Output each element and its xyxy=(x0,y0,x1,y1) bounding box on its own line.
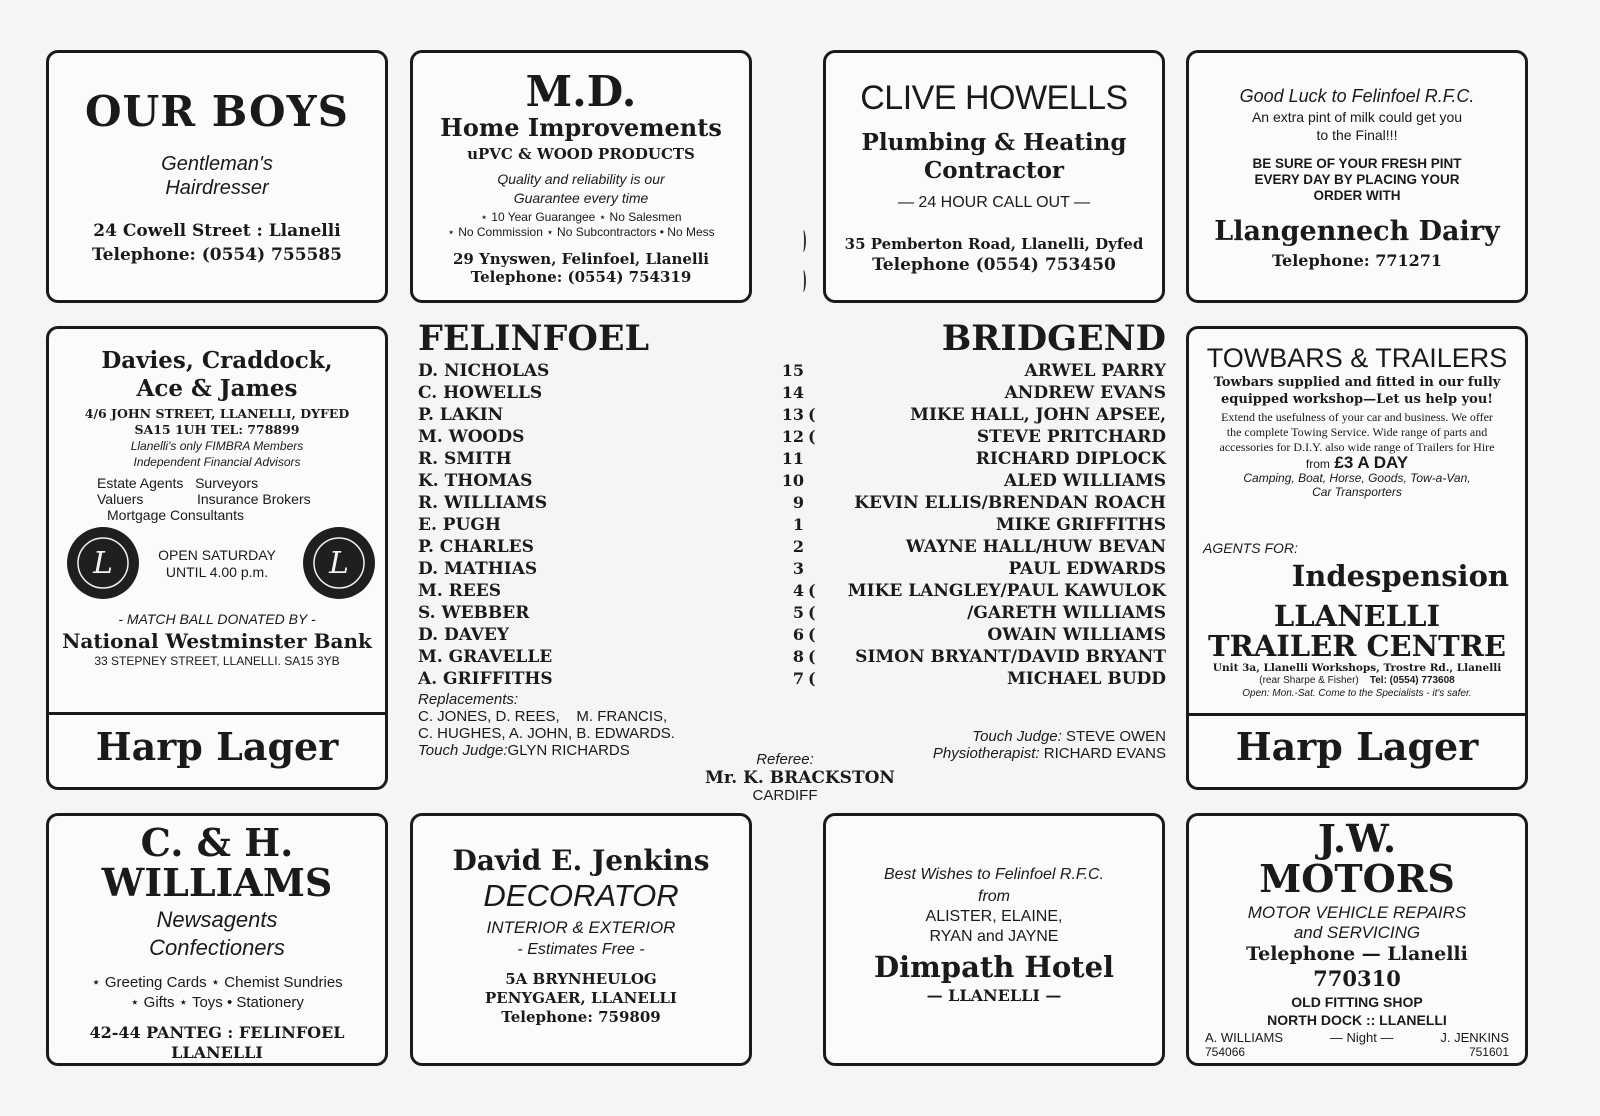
davies-services xyxy=(97,475,357,523)
jw-phone-label: Telephone — Llanelli xyxy=(1246,943,1468,965)
service-surveyors: Surveyors xyxy=(195,475,259,491)
dimpath-names2: RYAN and JAYNE xyxy=(929,928,1059,945)
jenkins-phone: Telephone: 759809 xyxy=(501,1008,661,1026)
position-number: 8 xyxy=(792,647,804,666)
position-bracket: ( xyxy=(808,647,816,666)
davies-fimbra1: Llanelli's only FIMBRA Members xyxy=(130,439,304,453)
dairy-milk2: to the Final!!! xyxy=(1316,127,1398,143)
our-boys-phone: Telephone: (0554) 755585 xyxy=(91,245,343,265)
position-row xyxy=(770,360,830,382)
referee-name: Mr. K. BRACKSTON xyxy=(705,768,895,788)
jw-contact1-num: 754066 xyxy=(1205,1045,1246,1059)
md-subtitle: Home Improvements xyxy=(440,113,722,142)
position-number: 3 xyxy=(792,559,804,578)
ad-towbars-trailers xyxy=(1186,326,1528,790)
jenkins-name: David E. Jenkins xyxy=(452,844,710,877)
our-boys-line1: Gentleman's xyxy=(161,153,273,175)
felinfoel-player: A. GRIFFITHS xyxy=(418,669,553,689)
ifa-seal-right-icon xyxy=(301,525,377,601)
position-bracket: ( xyxy=(808,581,816,600)
service-mortgage: Mortgage Consultants xyxy=(107,507,244,523)
felinfoel-touch-judge: GLYN RICHARDS xyxy=(507,742,630,759)
bridgend-touch-judge-label: Touch Judge: xyxy=(972,728,1062,745)
position-number: 15 xyxy=(781,361,804,380)
replacements-line1b: M. FRANCIS, xyxy=(576,708,668,725)
towbars-open: Open: Mon.-Sat. Come to the Specialists - it's safer. xyxy=(1242,688,1472,699)
bridgend-list xyxy=(826,360,1166,690)
position-row xyxy=(770,580,830,602)
felinfoel-player: M. WOODS xyxy=(418,427,525,447)
towbars-camping2: Car Transporters xyxy=(1312,485,1402,499)
md-tagline1: Quality and reliability is our xyxy=(497,171,665,187)
physio-label: Physiotherapist: xyxy=(932,745,1040,762)
position-bracket xyxy=(804,383,808,402)
position-bracket xyxy=(804,537,808,556)
davies-fimbra2: Independent Financial Advisors xyxy=(133,455,301,469)
ad-davies-craddock xyxy=(46,326,388,790)
referee-label: Referee: xyxy=(756,751,814,768)
ad-clive-howells xyxy=(823,50,1165,303)
md-phone: Telephone: (0554) 754319 xyxy=(470,268,692,286)
ifa-seal-left-icon xyxy=(65,525,141,601)
clive-trade1: Plumbing & Heating xyxy=(861,129,1127,156)
felinfoel-player: R. SMITH xyxy=(418,449,512,469)
bridgend-player: ALED WILLIAMS xyxy=(1004,471,1166,491)
felinfoel-player: R. WILLIAMS xyxy=(418,493,548,513)
referee-town: CARDIFF xyxy=(752,787,818,804)
jw-name2: MOTORS xyxy=(1259,856,1455,901)
position-bracket: ( xyxy=(808,669,816,688)
felinfoel-title: FELINFOEL xyxy=(418,318,650,359)
jw-night: — Night — xyxy=(1329,1030,1394,1045)
clive-title: CLIVE HOWELLS xyxy=(860,79,1128,117)
towbars-extend2: the complete Towing Service. Wide range of parts and xyxy=(1226,425,1488,439)
md-features2: ⋆ No Commission ⋆ No Subcontractors • No Mess xyxy=(447,225,715,239)
bridgend-player: MICHAEL BUDD xyxy=(1006,669,1166,689)
dairy-be-sure1: BE SURE OF YOUR FRESH PINT xyxy=(1252,156,1462,171)
towbars-rear-tel xyxy=(1189,675,1525,686)
md-title: M.D. xyxy=(525,67,637,116)
jenkins-interior: INTERIOR & EXTERIOR xyxy=(486,918,676,937)
md-address: 29 Ynyswen, Felinfoel, Llanelli xyxy=(452,250,709,268)
clive-trade2: Contractor xyxy=(923,157,1065,184)
divider xyxy=(49,712,385,715)
clive-phone: Telephone (0554) 753450 xyxy=(872,255,1116,275)
position-bracket xyxy=(804,559,808,578)
service-insurance-brokers: Insurance Brokers xyxy=(197,491,311,507)
towbars-unit-address: Unit 3a, Llanelli Workshops, Trostre Rd., Llanelli xyxy=(1212,662,1502,674)
bridgend-player: SIMON BRYANT/DAVID BRYANT xyxy=(855,647,1166,667)
towbars-price-line xyxy=(1189,453,1525,473)
md-products: uPVC & WOOD PRODUCTS xyxy=(467,145,695,163)
towbars-tel: Tel: (0554) 773608 xyxy=(1369,675,1455,686)
felinfoel-player: P. LAKIN xyxy=(418,405,504,425)
position-list xyxy=(770,360,830,690)
bridgend-player: KEVIN ELLIS/BRENDAN ROACH xyxy=(854,493,1166,513)
position-row xyxy=(770,382,830,404)
felinfoel-player: D. NICHOLAS xyxy=(418,361,550,381)
towbars-agents: AGENTS FOR: xyxy=(1203,540,1298,556)
felinfoel-player: K. THOMAS xyxy=(418,471,533,491)
jenkins-address2: PENYGAER, LLANELLI xyxy=(485,989,677,1007)
position-number: 7 xyxy=(792,669,804,688)
dimpath-names1: ALISTER, ELAINE, xyxy=(925,908,1063,925)
position-number: 6 xyxy=(792,625,804,644)
felinfoel-player: P. CHARLES xyxy=(418,537,534,557)
ad-ch-williams xyxy=(46,813,388,1066)
dairy-name: Llangennech Dairy xyxy=(1214,216,1500,247)
felinfoel-list xyxy=(418,360,718,690)
bridgend-player: MIKE HALL, JOHN APSEE, xyxy=(910,405,1166,425)
felinfoel-player: C. HOWELLS xyxy=(418,383,543,403)
jw-contact2-name: J. JENKINS xyxy=(1440,1030,1509,1045)
towbars-llanelli: LLANELLI xyxy=(1273,599,1441,633)
ch-address1: 42-44 PANTEG : FELINFOEL xyxy=(89,1023,345,1042)
bridgend-player: WAYNE HALL/HUW BEVAN xyxy=(905,537,1166,557)
ch-name2: WILLIAMS xyxy=(101,860,333,905)
divider xyxy=(1189,713,1525,716)
jw-contact1-name: A. WILLIAMS xyxy=(1205,1030,1284,1045)
dimpath-from: from xyxy=(978,888,1010,905)
bridgend-player: ANDREW EVANS xyxy=(1004,383,1166,403)
davies-match-ball: - MATCH BALL DONATED BY - xyxy=(118,611,316,627)
clive-callout: — 24 HOUR CALL OUT — xyxy=(897,194,1091,211)
ad-md-home-improvements xyxy=(410,50,752,303)
position-row xyxy=(770,492,830,514)
jw-contact2-num: 751601 xyxy=(1468,1045,1509,1059)
jw-service2: and SERVICING xyxy=(1293,923,1421,942)
felinfoel-player: D. MATHIAS xyxy=(418,559,538,579)
bridgend-touch-judge: STEVE OWEN xyxy=(1065,728,1166,745)
towbars-price: £3 A DAY xyxy=(1334,453,1409,472)
bridgend-player: MIKE LANGLEY/PAUL KAWULOK xyxy=(847,581,1166,601)
dimpath-name: Dimpath Hotel xyxy=(873,950,1115,984)
ch-name1: C. & H. xyxy=(140,820,294,865)
position-number: 1 xyxy=(792,515,804,534)
position-number: 4 xyxy=(792,581,804,600)
ch-line2: Confectioners xyxy=(149,935,285,960)
harp-lager-left: Harp Lager xyxy=(95,724,339,769)
felinfoel-touch-judge-label: Touch Judge: xyxy=(418,742,508,759)
davies-open2: UNTIL 4.00 p.m. xyxy=(165,564,269,580)
position-row xyxy=(770,646,830,668)
ch-items1: ⋆ Greeting Cards ⋆ Chemist Sundries xyxy=(91,974,343,991)
replacements-line1: C. JONES, D. REES, xyxy=(418,708,560,725)
bridgend-player: RICHARD DIPLOCK xyxy=(975,449,1166,469)
jenkins-estimates: - Estimates Free - xyxy=(517,941,645,958)
bridgend-player: ARWEL PARRY xyxy=(1024,361,1166,381)
position-number: 9 xyxy=(792,493,804,512)
replacements-label: Replacements: xyxy=(418,691,519,708)
seal-letter-left: L xyxy=(93,546,113,581)
ad-dimpath-hotel xyxy=(823,813,1165,1066)
towbars-from: from xyxy=(1305,457,1330,471)
ch-address2: LLANELLI xyxy=(171,1043,263,1062)
towbars-supplied1: Towbars supplied and fitted in our fully xyxy=(1213,375,1501,390)
jenkins-address1: 5A BRYNHEULOG xyxy=(505,970,657,988)
jw-service1: MOTOR VEHICLE REPAIRS xyxy=(1247,903,1467,922)
davies-name1: Davies, Craddock, xyxy=(101,347,333,374)
physio-name: RICHARD EVANS xyxy=(1043,745,1166,762)
felinfoel-player: E. PUGH xyxy=(418,515,501,535)
position-bracket: ( xyxy=(808,405,816,424)
towbars-indespension: Indespension xyxy=(1291,559,1509,593)
bridgend-player: PAUL EDWARDS xyxy=(1008,559,1166,579)
position-bracket: ( xyxy=(808,427,816,446)
towbars-supplied2: equipped workshop—Let us help you! xyxy=(1221,392,1493,407)
harp-lager-right: Harp Lager xyxy=(1235,724,1479,769)
position-bracket xyxy=(804,493,808,512)
jw-name1: J.W. xyxy=(1317,816,1397,861)
our-boys-title: OUR BOYS xyxy=(85,87,349,136)
felinfoel-player: M. GRAVELLE xyxy=(418,647,553,667)
ch-items2: ⋆ Gifts ⋆ Toys • Stationery xyxy=(130,994,304,1011)
towbars-extend1: Extend the usefulness of your car and business. We offer xyxy=(1221,410,1493,424)
position-bracket xyxy=(804,449,808,468)
replacements xyxy=(418,691,675,759)
towbars-title: TOWBARS & TRAILERS xyxy=(1206,343,1508,373)
md-tagline2: Guarantee every time xyxy=(513,190,649,206)
position-row xyxy=(770,514,830,536)
davies-bank-address: 33 STEPNEY STREET, LLANELLI. SA15 3YB xyxy=(94,654,340,668)
towbars-rear: (rear Sharpe & Fisher) xyxy=(1259,675,1359,686)
position-row xyxy=(770,668,830,690)
position-bracket: ( xyxy=(808,625,816,644)
our-boys-address: 24 Cowell Street : Llanelli xyxy=(93,221,341,241)
ad-our-boys xyxy=(46,50,388,303)
ad-llangennech-dairy xyxy=(1186,50,1528,303)
jw-phone: 770310 xyxy=(1313,966,1401,991)
jw-shop1: OLD FITTING SHOP xyxy=(1291,994,1423,1010)
position-row xyxy=(770,404,830,426)
md-features1: ⋆ 10 Year Guarangee ⋆ No Salesmen xyxy=(480,210,682,224)
davies-address2: SA15 1UH TEL: 778899 xyxy=(134,422,300,437)
replacements-line2: C. HUGHES, A. JOHN, B. EDWARDS. xyxy=(418,725,675,742)
position-bracket xyxy=(804,361,808,380)
position-row xyxy=(770,448,830,470)
position-row xyxy=(770,426,830,448)
fold-mark-top xyxy=(800,230,806,252)
position-number: 14 xyxy=(781,383,804,402)
towbars-extend3: accessories for D.I.Y. also wide range of Trailers for Hire xyxy=(1219,440,1495,454)
towbars-camping1: Camping, Boat, Horse, Goods, Tow-a-Van, xyxy=(1243,471,1471,485)
jw-contacts xyxy=(1205,1030,1509,1060)
position-bracket: ( xyxy=(808,603,816,622)
position-row xyxy=(770,536,830,558)
position-row xyxy=(770,624,830,646)
jw-shop2: NORTH DOCK :: LLANELLI xyxy=(1267,1012,1447,1028)
dairy-be-sure2: EVERY DAY BY PLACING YOUR xyxy=(1254,172,1460,187)
service-estate-agents: Estate Agents xyxy=(97,475,184,491)
davies-name2: Ace & James xyxy=(136,375,298,402)
dairy-good-luck: Good Luck to Felinfoel R.F.C. xyxy=(1239,86,1475,106)
referee-block xyxy=(650,751,950,805)
position-row xyxy=(770,602,830,624)
position-number: 10 xyxy=(781,471,804,490)
position-bracket xyxy=(804,515,808,534)
dairy-phone: Telephone: 771271 xyxy=(1271,251,1443,270)
position-number: 2 xyxy=(792,537,804,556)
bridgend-officials xyxy=(933,728,1166,762)
dimpath-wishes: Best Wishes to Felinfoel R.F.C. xyxy=(883,866,1105,883)
felinfoel-player: S. WEBBER xyxy=(418,603,530,623)
our-boys-line2: Hairdresser xyxy=(165,177,269,199)
ad-jw-motors xyxy=(1186,813,1528,1066)
position-number: 13 xyxy=(781,405,804,424)
felinfoel-player: D. DAVEY xyxy=(418,625,509,645)
service-valuers: Valuers xyxy=(97,491,144,507)
dairy-be-sure3: ORDER WITH xyxy=(1313,188,1401,203)
davies-open1: OPEN SATURDAY xyxy=(158,547,276,563)
position-bracket xyxy=(804,471,808,490)
position-number: 5 xyxy=(792,603,804,622)
position-number: 11 xyxy=(781,449,804,468)
towbars-trailer-centre: TRAILER CENTRE xyxy=(1208,629,1506,663)
bridgend-player: /GARETH WILLIAMS xyxy=(967,603,1166,623)
dairy-milk1: An extra pint of milk could get you xyxy=(1251,109,1463,125)
ch-line1: Newsagents xyxy=(156,907,278,932)
bridgend-player: OWAIN WILLIAMS xyxy=(987,625,1166,645)
felinfoel-player: M. REES xyxy=(418,581,501,601)
jenkins-trade: DECORATOR xyxy=(483,878,679,913)
bridgend-title: BRIDGEND xyxy=(941,318,1166,359)
clive-address: 35 Pemberton Road, Llanelli, Dyfed xyxy=(844,235,1144,253)
seal-letter-right: L xyxy=(329,546,349,581)
ad-david-jenkins xyxy=(410,813,752,1066)
fold-mark-bottom xyxy=(800,270,806,292)
position-number: 12 xyxy=(781,427,804,446)
position-row xyxy=(770,558,830,580)
dimpath-town: — LLANELLI — xyxy=(926,986,1062,1005)
position-row xyxy=(770,470,830,492)
davies-bank: National Westminster Bank xyxy=(62,629,372,653)
bridgend-player: MIKE GRIFFITHS xyxy=(995,515,1166,535)
bridgend-player: STEVE PRITCHARD xyxy=(976,427,1166,447)
davies-address1: 4/6 JOHN STREET, LLANELLI, DYFED xyxy=(84,406,350,421)
